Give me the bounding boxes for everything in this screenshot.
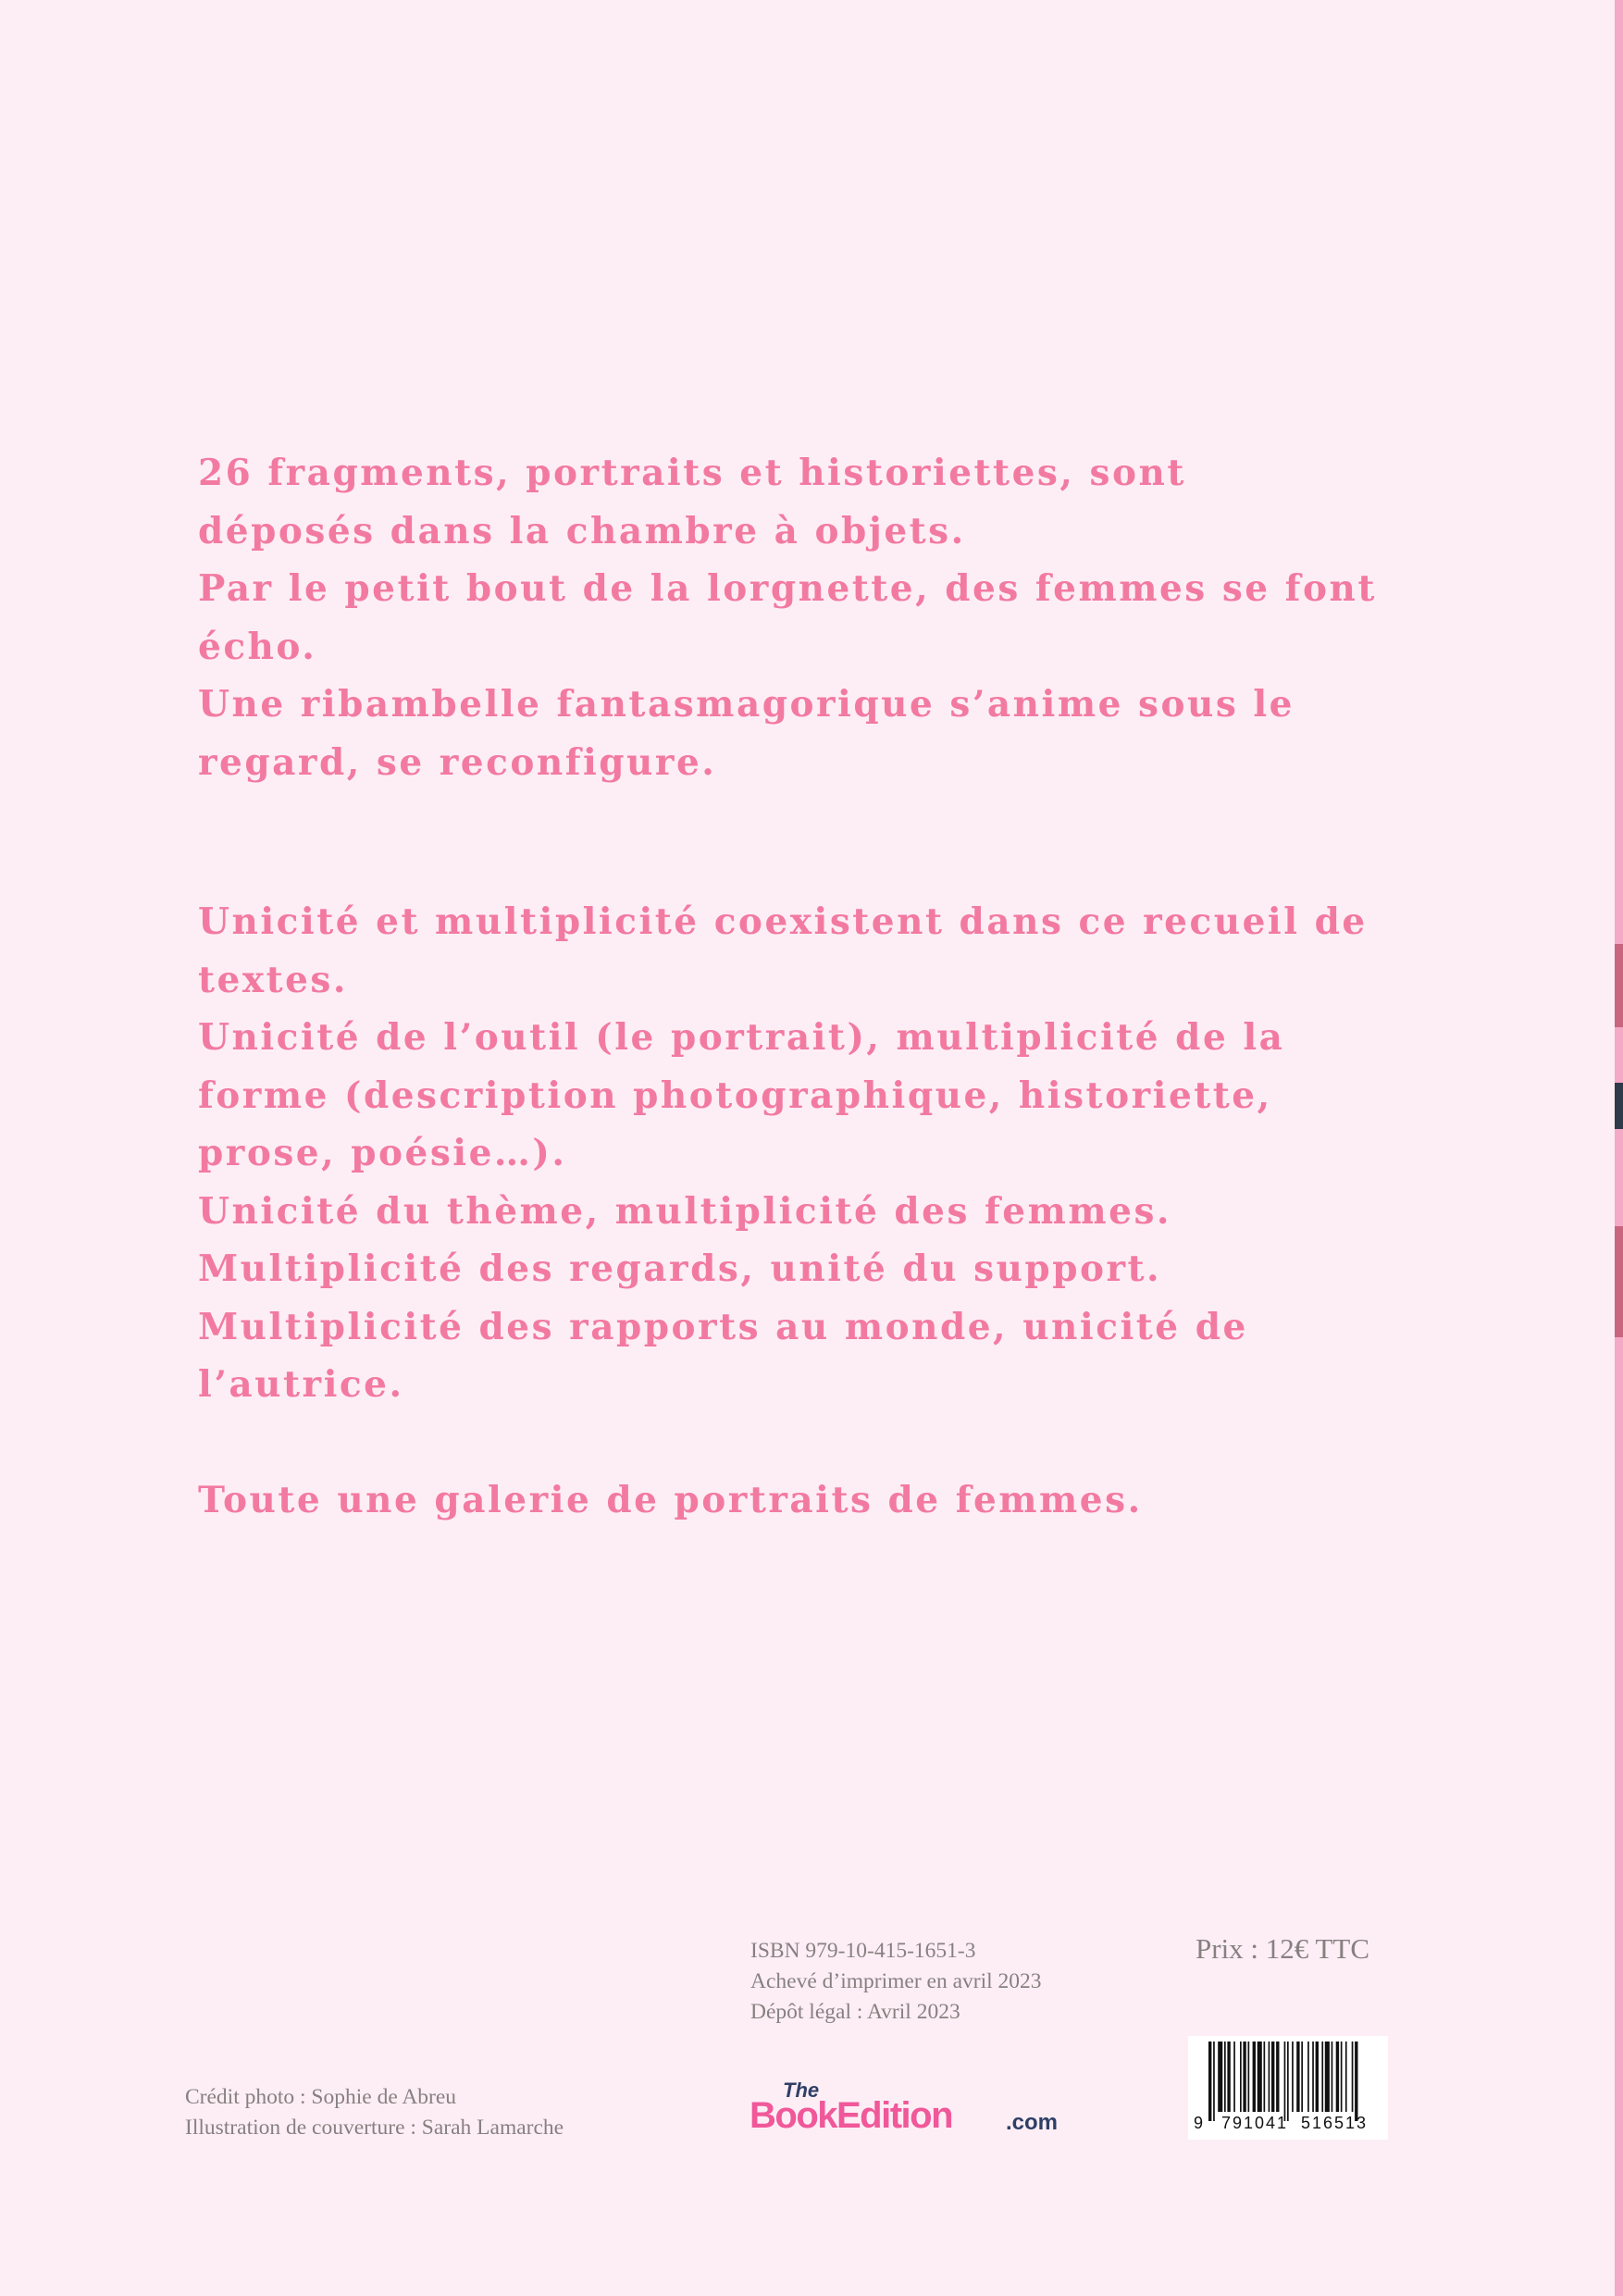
blurb-line: Multiplicité des rapports au monde, unicité de [198,1305,1248,1348]
isbn-barcode [1188,2036,1388,2140]
barcode-bar [1292,2042,1294,2112]
blurb-line: Une ribambelle fantasmagorique s’anime sous le [198,683,1295,726]
barcode-bar [1213,2042,1215,2121]
barcode-bar [1287,2042,1289,2121]
barcode-bar [1258,2042,1262,2112]
barcode-digits-left: 791041 [1221,2114,1289,2132]
publication-info [750,1936,1042,2028]
barcode-bar [1325,2042,1330,2112]
cover-edge-strip [1615,0,1623,2296]
cover-edge-accent [1615,1083,1623,1129]
blurb-line: déposés dans la chambre à objets. [198,509,966,552]
blurb-line: textes. [198,958,348,1001]
blurb-line: l’autrice. [198,1363,404,1406]
logo-the-text: The [783,2079,820,2102]
blurb-line: écho. [198,625,317,668]
barcode-bar [1276,2042,1279,2112]
barcode-bar [1208,2042,1211,2121]
barcode-first-digit: 9 [1194,2114,1204,2132]
blurb-line: forme (description photographique, historiette, [198,1074,1272,1117]
barcode-digits-right: 516513 [1301,2114,1369,2132]
barcode-bar [1271,2042,1274,2112]
cover-edge-accent [1615,1226,1623,1337]
blurb-line: Unicité et multiplicité coexistent dans ce recueil de [198,900,1368,943]
barcode-bar [1355,2042,1357,2121]
blurb-line: prose, poésie…). [198,1132,567,1174]
logo-dotcom-text: .com [1006,2110,1059,2135]
barcode-bar [1307,2042,1309,2112]
barcode-bar [1296,2042,1299,2112]
barcode-bar [1312,2042,1314,2112]
barcode-bar [1253,2042,1256,2112]
blurb-line: Toute une galerie de portraits de femmes. [198,1478,1143,1521]
barcode-bar [1269,2042,1270,2112]
logo-bookedition-text: BookEdition [750,2095,953,2136]
credits [185,2082,564,2143]
barcode-bar [1321,2042,1323,2112]
barcode-bar [1301,2042,1303,2112]
legal-deposit-text: Dépôt légal : Avril 2023 [750,2000,960,2024]
barcode-bar [1352,2042,1354,2112]
photo-credit: Crédit photo : Sophie de Abreu [185,2085,457,2109]
illustration-credit: Illustration de couverture : Sarah Lamarche [185,2116,564,2140]
printed-date-text: Achevé d’imprimer en avril 2023 [750,1969,1042,1993]
back-cover-blurb [198,444,1438,1529]
barcode-bar [1284,2042,1286,2121]
blurb-line: Multiplicité des regards, unité du support. [198,1247,1162,1290]
cover-edge-accent [1615,944,1623,1027]
blurb-line: regard, se reconfigure. [198,740,717,784]
barcode-bar [1341,2042,1343,2112]
blurb-line: 26 fragments, portraits et historiettes, sont [198,452,1186,494]
barcode-bar [1224,2042,1226,2112]
blurb-line: Unicité de l’outil (le portrait), multiplicité de la [198,1016,1285,1059]
barcode-bar [1316,2042,1319,2112]
barcode-bar [1218,2042,1222,2112]
blurb-line: Par le petit bout de la lorgnette, des femmes se font [198,567,1377,610]
barcode-bar [1345,2042,1347,2112]
barcode-bar [1240,2042,1242,2112]
publisher-logo [750,2079,1059,2138]
barcode-bar [1336,2042,1339,2112]
barcode-bar [1233,2042,1235,2112]
isbn-text: ISBN 979-10-415-1651-3 [750,1939,976,1963]
barcode-bar [1243,2042,1245,2112]
barcode-bar [1332,2042,1333,2112]
blurb-line: Unicité du thème, multiplicité des femmes. [198,1189,1171,1233]
price-label: Prix : 12€ TTC [1196,1932,1370,1965]
barcode-bar [1264,2042,1266,2112]
barcode-bar [1248,2042,1250,2112]
barcode-bar [1227,2042,1230,2112]
